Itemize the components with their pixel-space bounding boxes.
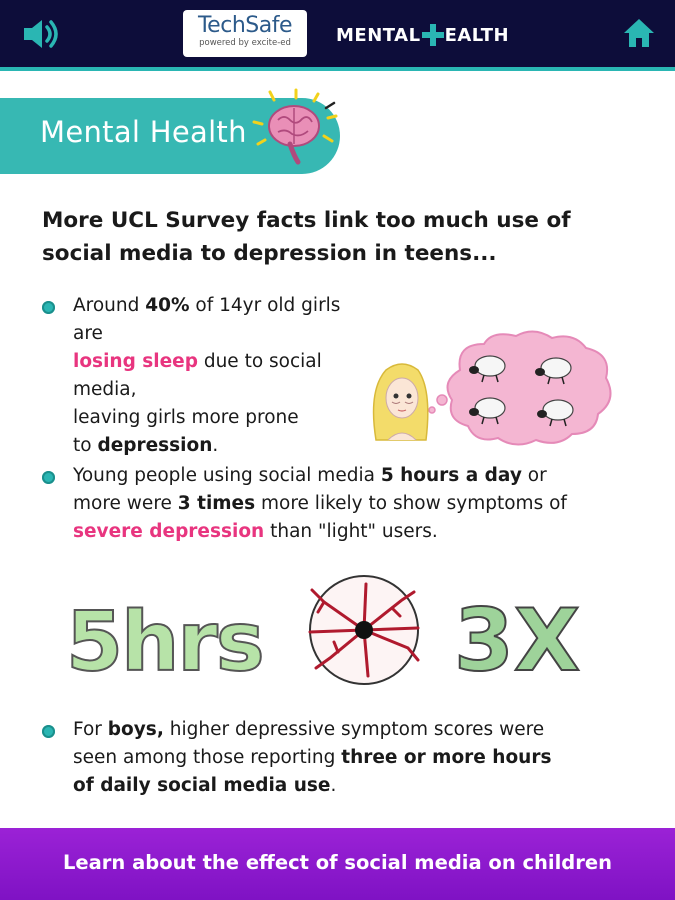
text-span: leaving girls more prone (73, 407, 299, 428)
five-hours-text: 5hrs (66, 595, 263, 690)
text-span: more were (73, 493, 178, 514)
fact-text (73, 716, 551, 800)
text-span: seen among those reporting (73, 747, 342, 768)
fact-text (73, 292, 372, 460)
headline-line-2: social media to depression in teens... (42, 241, 497, 266)
text-span: of 14yr old girls are (73, 295, 341, 344)
text-span: . (212, 435, 219, 456)
stat-highlight: 5 hours a day (380, 465, 522, 486)
stat-highlight: boys, (107, 719, 164, 740)
text-span: to (73, 435, 98, 456)
girl-counting-sheep-illustration (368, 330, 618, 450)
stat-highlight: 40% (145, 295, 190, 316)
speaker-icon[interactable] (20, 16, 62, 52)
text-span: Young people using social media (73, 465, 381, 486)
learn-more-button[interactable] (0, 828, 675, 900)
stat-highlight: three or more hours (341, 747, 552, 768)
techsafe-logo (183, 10, 307, 57)
stat-highlight: depression (97, 435, 213, 456)
stat-highlight: of daily social media use (73, 775, 331, 796)
text-span: more likely to show symptoms of (255, 493, 567, 514)
banner-title: Mental Health (40, 115, 247, 149)
headline-line-1: More UCL Survey facts link too much use of (42, 208, 571, 233)
text-span: . (330, 775, 337, 796)
text-span: Around (73, 295, 146, 316)
text-span: due to social media, (73, 351, 322, 400)
pink-highlight: severe depression (73, 521, 265, 542)
logo-main-text: TechSafe (197, 13, 292, 38)
fact-text (73, 462, 567, 546)
pink-highlight: losing sleep (73, 351, 198, 372)
brain-icon (248, 86, 340, 174)
bloodshot-eye-icon (310, 576, 418, 684)
bullet-dot (42, 725, 55, 738)
brand-text-left: MENTAL (336, 24, 421, 46)
header-divider (0, 67, 675, 71)
learn-more-label: Learn about the effect of social media on children (63, 851, 612, 874)
mental-health-brand (336, 24, 509, 46)
bullet-dot (42, 471, 55, 484)
text-span: or (521, 465, 547, 486)
bullet-dot (42, 301, 55, 314)
stat-highlight: 3 times (177, 493, 256, 514)
brand-text-right: EALTH (444, 24, 510, 46)
five-hours-three-times-illustration (62, 572, 622, 692)
logo-sub-text: powered by excite-ed (199, 38, 291, 48)
text-span: than "light" users. (264, 521, 438, 542)
three-times-text: 3X (454, 591, 581, 691)
home-icon[interactable] (622, 16, 656, 50)
fact-item-five-hours (42, 462, 642, 552)
plus-icon (422, 24, 444, 46)
text-span: For (73, 719, 108, 740)
fact-item-sleep (42, 292, 372, 456)
fact-item-boys (42, 716, 642, 806)
top-bar (0, 0, 675, 67)
page-headline (42, 204, 642, 270)
text-span: higher depressive symptom scores were (163, 719, 545, 740)
